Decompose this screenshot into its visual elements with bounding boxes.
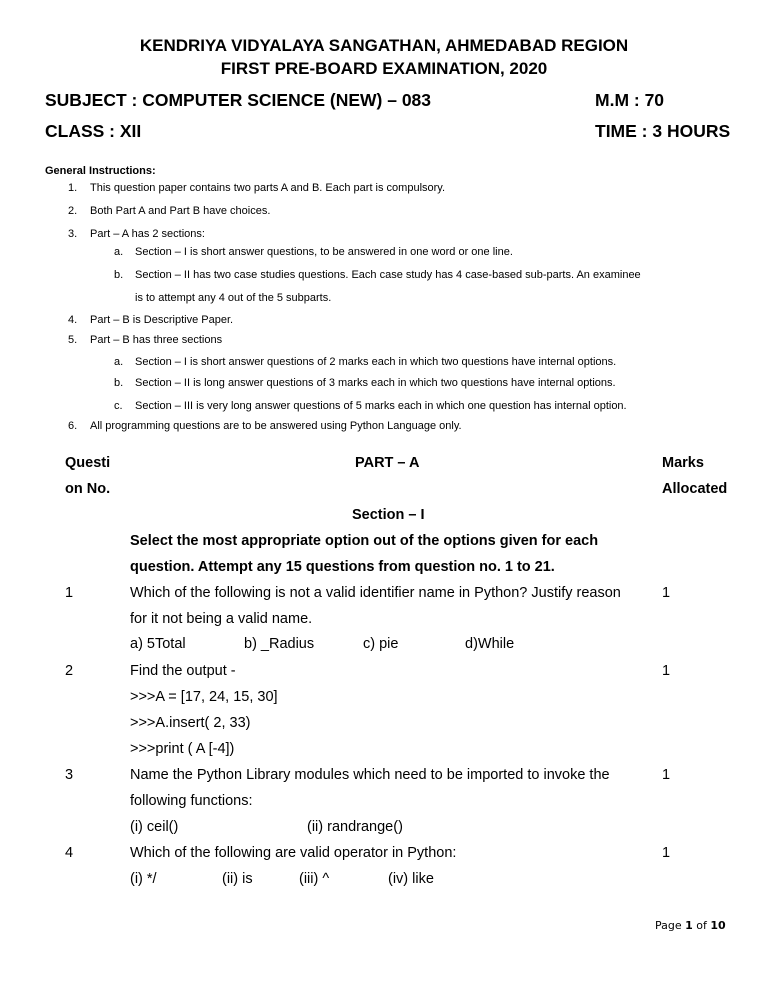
- page-footer: [655, 919, 726, 932]
- instruction-subnumber: b.: [114, 269, 124, 281]
- question-number-header: on No.: [65, 481, 111, 497]
- max-marks-label: M.M : 70: [595, 90, 665, 110]
- instruction-subnumber: a.: [114, 356, 124, 368]
- question-number: 4: [65, 845, 74, 861]
- instruction-number: 3.: [68, 228, 78, 240]
- question-option: (iv) like: [388, 871, 434, 887]
- instruction-text: Section – II has two case studies questions. Each case study has 4 case-based sub-parts. An examinee: [135, 269, 641, 281]
- instruction-subnumber: c.: [114, 400, 123, 412]
- instruction-text: Section – I is short answer questions, to be answered in one word or one line.: [135, 246, 513, 258]
- question-option: a) 5Total: [130, 636, 186, 652]
- question-option: c) pie: [363, 636, 399, 652]
- question-number: 1: [65, 585, 74, 601]
- part-heading: PART – A: [355, 455, 420, 471]
- instruction-text: Section – I is short answer questions of 2 marks each in which two questions have internal options.: [135, 356, 617, 368]
- marks-header: Allocated: [662, 481, 728, 497]
- time-label: TIME : 3 HOURS: [595, 121, 731, 141]
- instruction-text: Part – A has 2 sections:: [90, 228, 205, 240]
- total-pages: 10: [710, 919, 726, 932]
- question-text: Which of the following is not a valid identifier name in Python? Justify reason: [130, 585, 621, 601]
- question-number-header: Questi: [65, 455, 111, 471]
- instruction-text: All programming questions are to be answered using Python Language only.: [90, 420, 462, 432]
- section-instruction: question. Attempt any 15 questions from question no. 1 to 21.: [130, 559, 555, 575]
- question-text: Name the Python Library modules which need to be imported to invoke the: [130, 767, 610, 783]
- instruction-text: Both Part A and Part B have choices.: [90, 205, 271, 217]
- marks-header: Marks: [662, 455, 704, 471]
- instruction-text: Section – II is long answer questions of 3 marks each in which two questions have internal options.: [135, 377, 616, 389]
- instruction-text: Section – III is very long answer questions of 5 marks each in which one question has internal option.: [135, 400, 627, 412]
- code-line: >>>print ( A [-4]): [130, 741, 235, 757]
- instruction-number: 4.: [68, 314, 78, 326]
- subject-label: SUBJECT : COMPUTER SCIENCE (NEW) – 083: [45, 90, 432, 110]
- question-option: (ii) randrange(): [307, 819, 403, 835]
- question-option: (i) ceil(): [130, 819, 179, 835]
- page-word: Page: [655, 919, 682, 932]
- question-option: (ii) is: [222, 871, 253, 887]
- header-line-2: FIRST PRE-BOARD EXAMINATION, 2020: [220, 59, 548, 78]
- question-marks: 1: [662, 767, 671, 783]
- question-text: for it not being a valid name.: [130, 611, 313, 627]
- section-instruction: Select the most appropriate option out of the options given for each: [130, 533, 599, 549]
- page-number: 1: [685, 919, 693, 932]
- question-option: (i) */: [130, 871, 157, 887]
- instruction-text: Part – B has three sections: [90, 334, 223, 346]
- instruction-text: This question paper contains two parts A and B. Each part is compulsory.: [90, 182, 446, 194]
- instruction-number: 1.: [68, 182, 78, 194]
- question-option: b) _Radius: [244, 636, 315, 652]
- header-line-1: KENDRIYA VIDYALAYA SANGATHAN, AHMEDABAD REGION: [139, 36, 629, 55]
- instruction-text: is to attempt any 4 out of the 5 subparts.: [135, 292, 332, 304]
- question-number: 2: [65, 663, 74, 679]
- instruction-text: Part – B is Descriptive Paper.: [90, 314, 234, 326]
- instructions-title: General Instructions:: [45, 165, 156, 177]
- question-option: d)While: [465, 636, 515, 652]
- class-label: CLASS : XII: [45, 121, 142, 141]
- code-line: >>>A.insert( 2, 33): [130, 715, 251, 731]
- instruction-subnumber: a.: [114, 246, 124, 258]
- question-text: Find the output -: [130, 663, 236, 679]
- question-text: following functions:: [130, 793, 253, 809]
- instruction-subnumber: b.: [114, 377, 124, 389]
- question-option: (iii) ^: [299, 871, 330, 887]
- question-marks: 1: [662, 845, 671, 861]
- section-heading: Section – I: [352, 507, 425, 523]
- of-word: of: [696, 919, 707, 932]
- question-text: Which of the following are valid operator in Python:: [130, 845, 457, 861]
- instruction-number: 6.: [68, 420, 78, 432]
- question-marks: 1: [662, 585, 671, 601]
- question-number: 3: [65, 767, 74, 783]
- question-marks: 1: [662, 663, 671, 679]
- instruction-number: 5.: [68, 334, 78, 346]
- instruction-number: 2.: [68, 205, 78, 217]
- code-line: >>>A = [17, 24, 15, 30]: [130, 689, 278, 705]
